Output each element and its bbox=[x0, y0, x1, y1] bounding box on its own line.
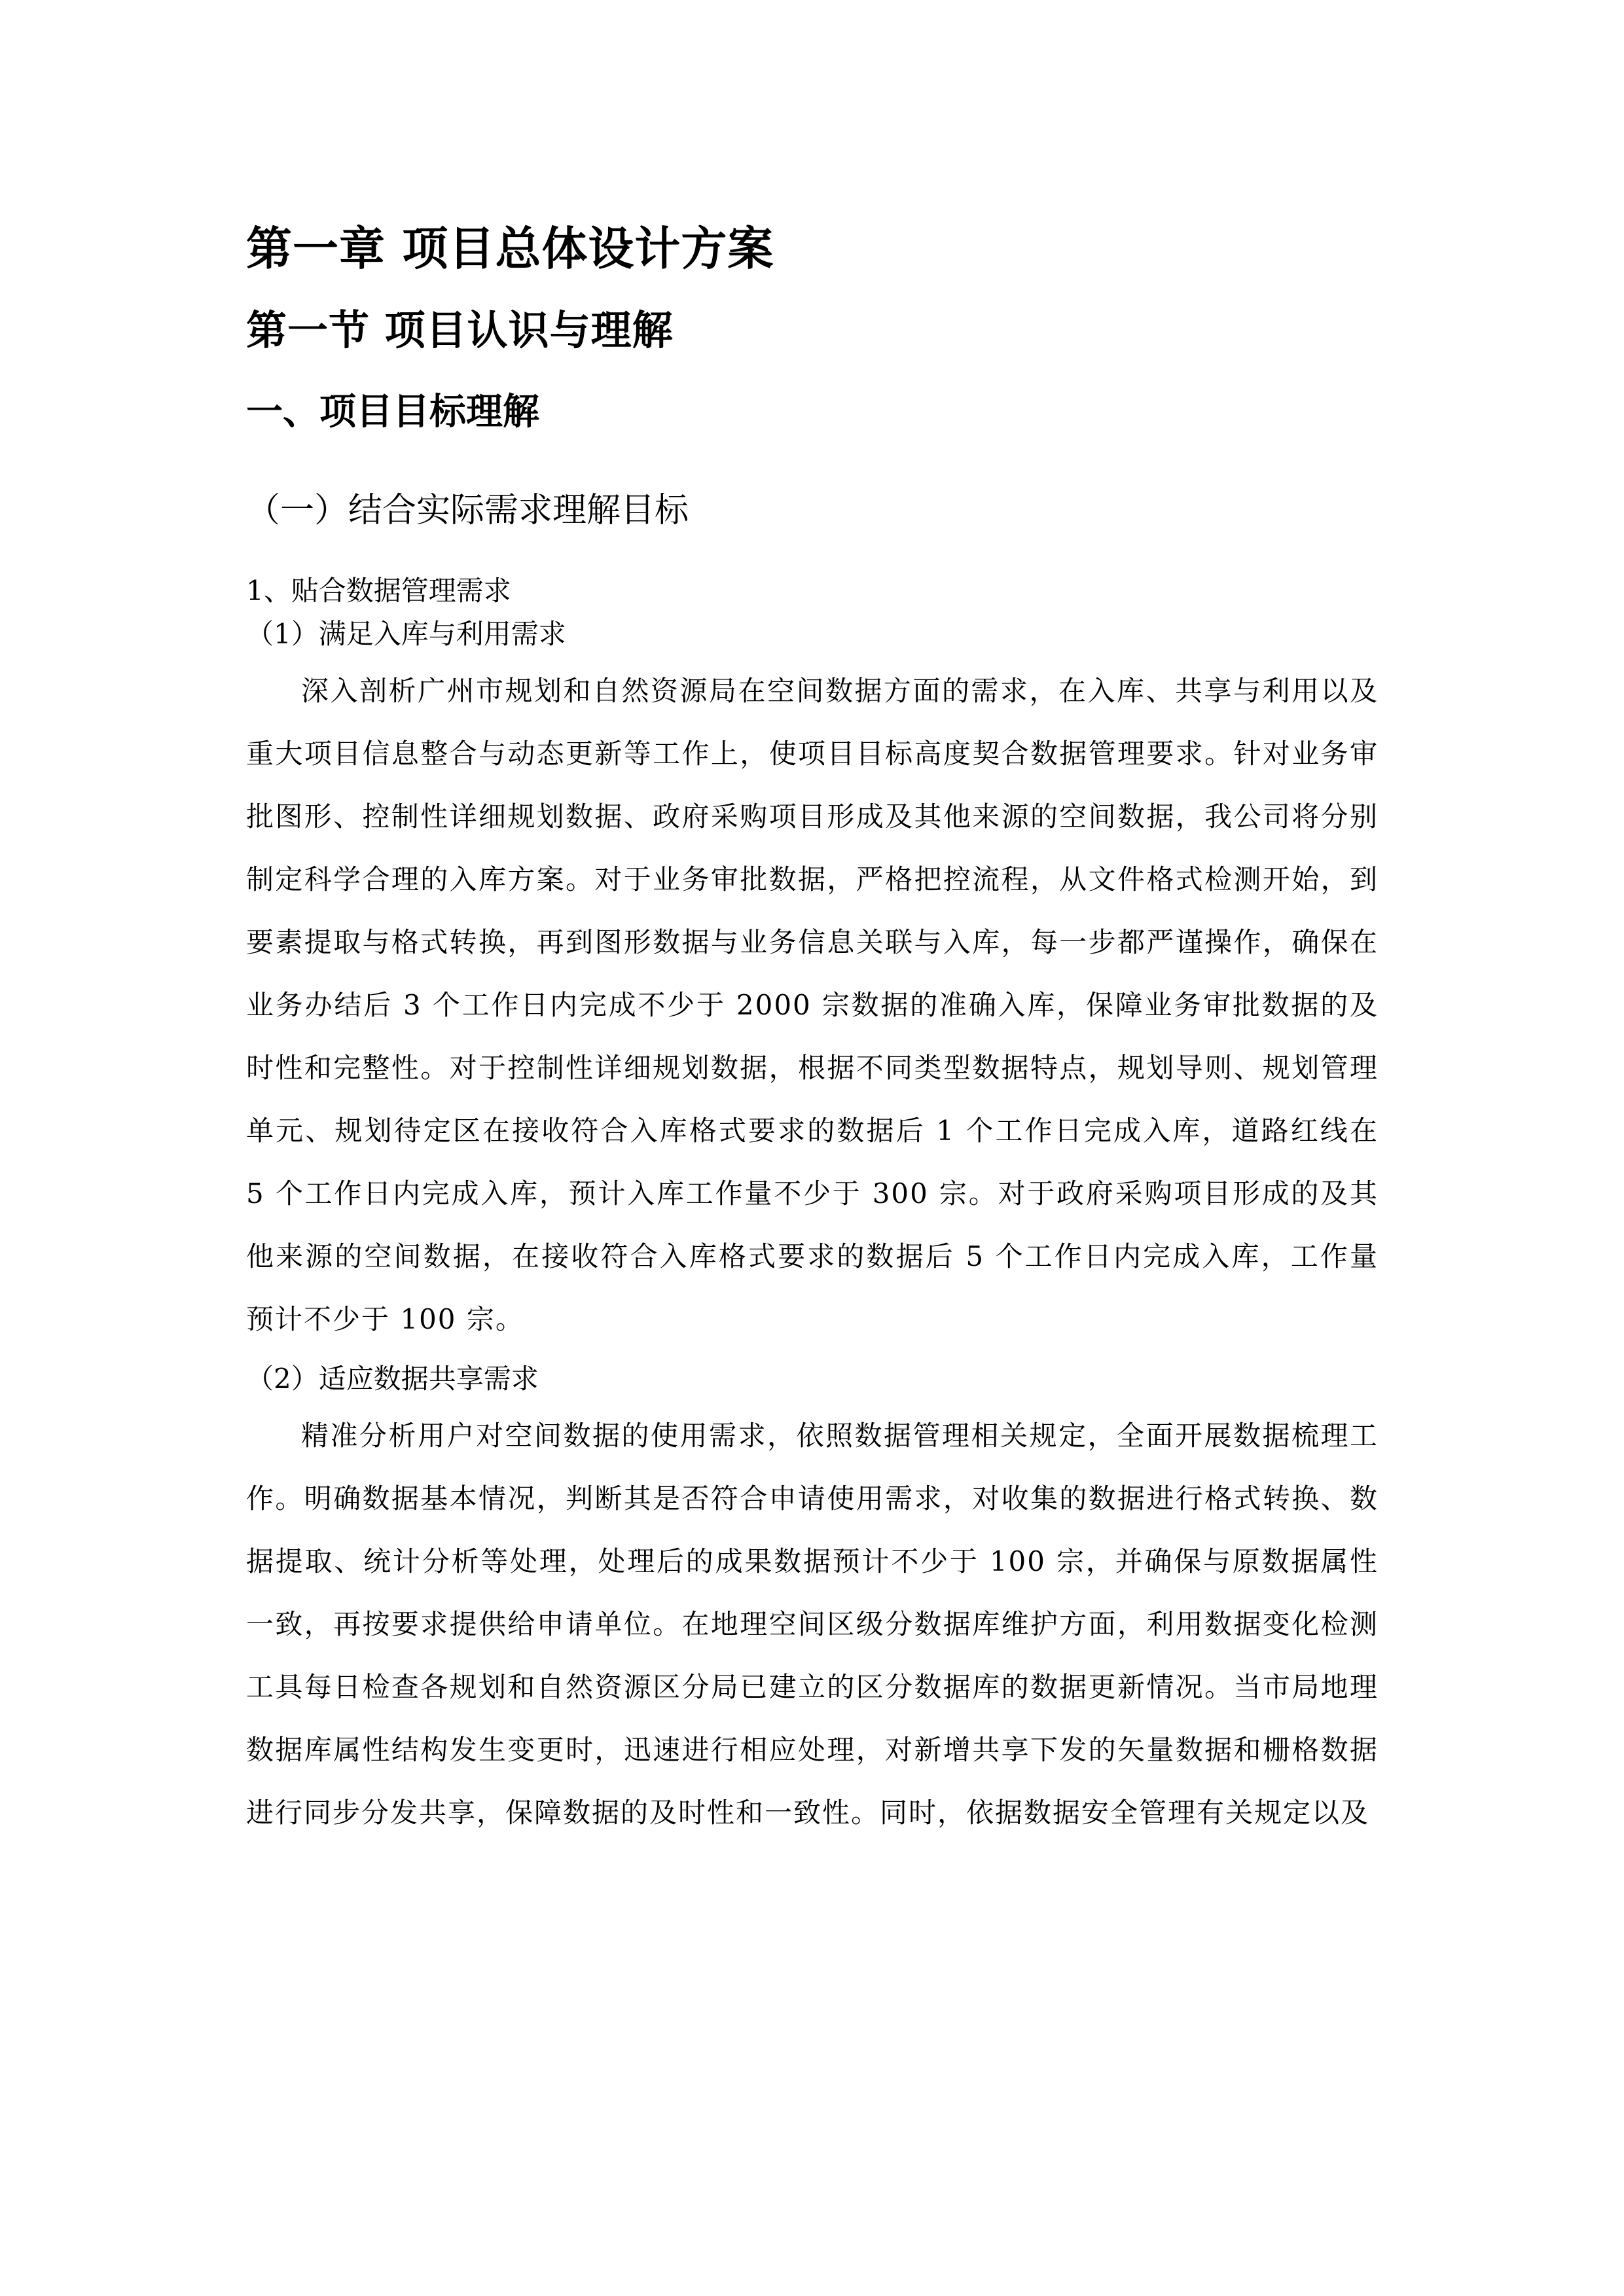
subsection-title: （1）满足入库与利用需求 bbox=[246, 618, 566, 650]
heading-data-management: 1、贴合数据管理需求 bbox=[246, 575, 511, 607]
chapter-title: 第一章 项目总体设计方案 bbox=[246, 222, 774, 276]
heading-goal-understanding: （一）结合实际需求理解目标 bbox=[246, 491, 689, 530]
body-paragraph: 精准分析用户对空间数据的使用需求，依照数据管理相关规定，全面开展数据梳理工作。明确数据基本情况，判断其是否符合申请使用需求，对收集的数据进行格式转换、数据提取、统计分析等处理，处理后的成果数据预计不少于 100 宗，并确保与原数据属性一致，再按要求提供给申请单位。在地理空间区级分数据库维护方面，利用数据变化检测工具每日检查各规划和自然资源区分局已建立的区分数据库的数据更新情况。当市局地理数据库属性结构发生变更时，迅速进行相应处理，对新增共享下发的矢量数据和栅格数据进行同步分发共享，保障数据的及时性和一致性。同时，依据数据安全管理有关规定以及 bbox=[246, 1420, 1379, 1829]
section-title: 第一节 项目认识与理解 bbox=[246, 306, 674, 354]
subsection-title: （2）适应数据共享需求 bbox=[246, 1363, 539, 1395]
document-body bbox=[246, 216, 1379, 1844]
heading-project-goal: 一、项目目标理解 bbox=[246, 391, 539, 433]
body-paragraph: 深入剖析广州市规划和自然资源局在空间数据方面的需求，在入库、共享与利用以及重大项目信息整合与动态更新等工作上，使项目目标高度契合数据管理要求。针对业务审批图形、控制性详细规划数据、政府采购项目形成及其他来源的空间数据，我公司将分别制定科学合理的入库方案。对于业务审批数据，严格把控流程，从文件格式检测开始，到要素提取与格式转换，再到图形数据与业务信息关联与入库，每一步都严谨操作，确保在业务办结后 3 个工作日内完成不少于 2000 宗数据的准确入库，保障业务审批数据的及时性和完整性。对于控制性详细规划数据，根据不同类型数据特点，规划导则、规划管理单元、规划待定区在接收符合入库格式要求的数据后 1 个工作日完成入库，道路红线在 5 个工作日内完成入库，预计入库工作量不少于 300 宗。对于政府采购项目形成的及其他来源的空间数据，在接收符合入库格式要求的数据后 5 个工作日内完成入库，工作量预计不少于 100 宗。 bbox=[246, 675, 1379, 1335]
